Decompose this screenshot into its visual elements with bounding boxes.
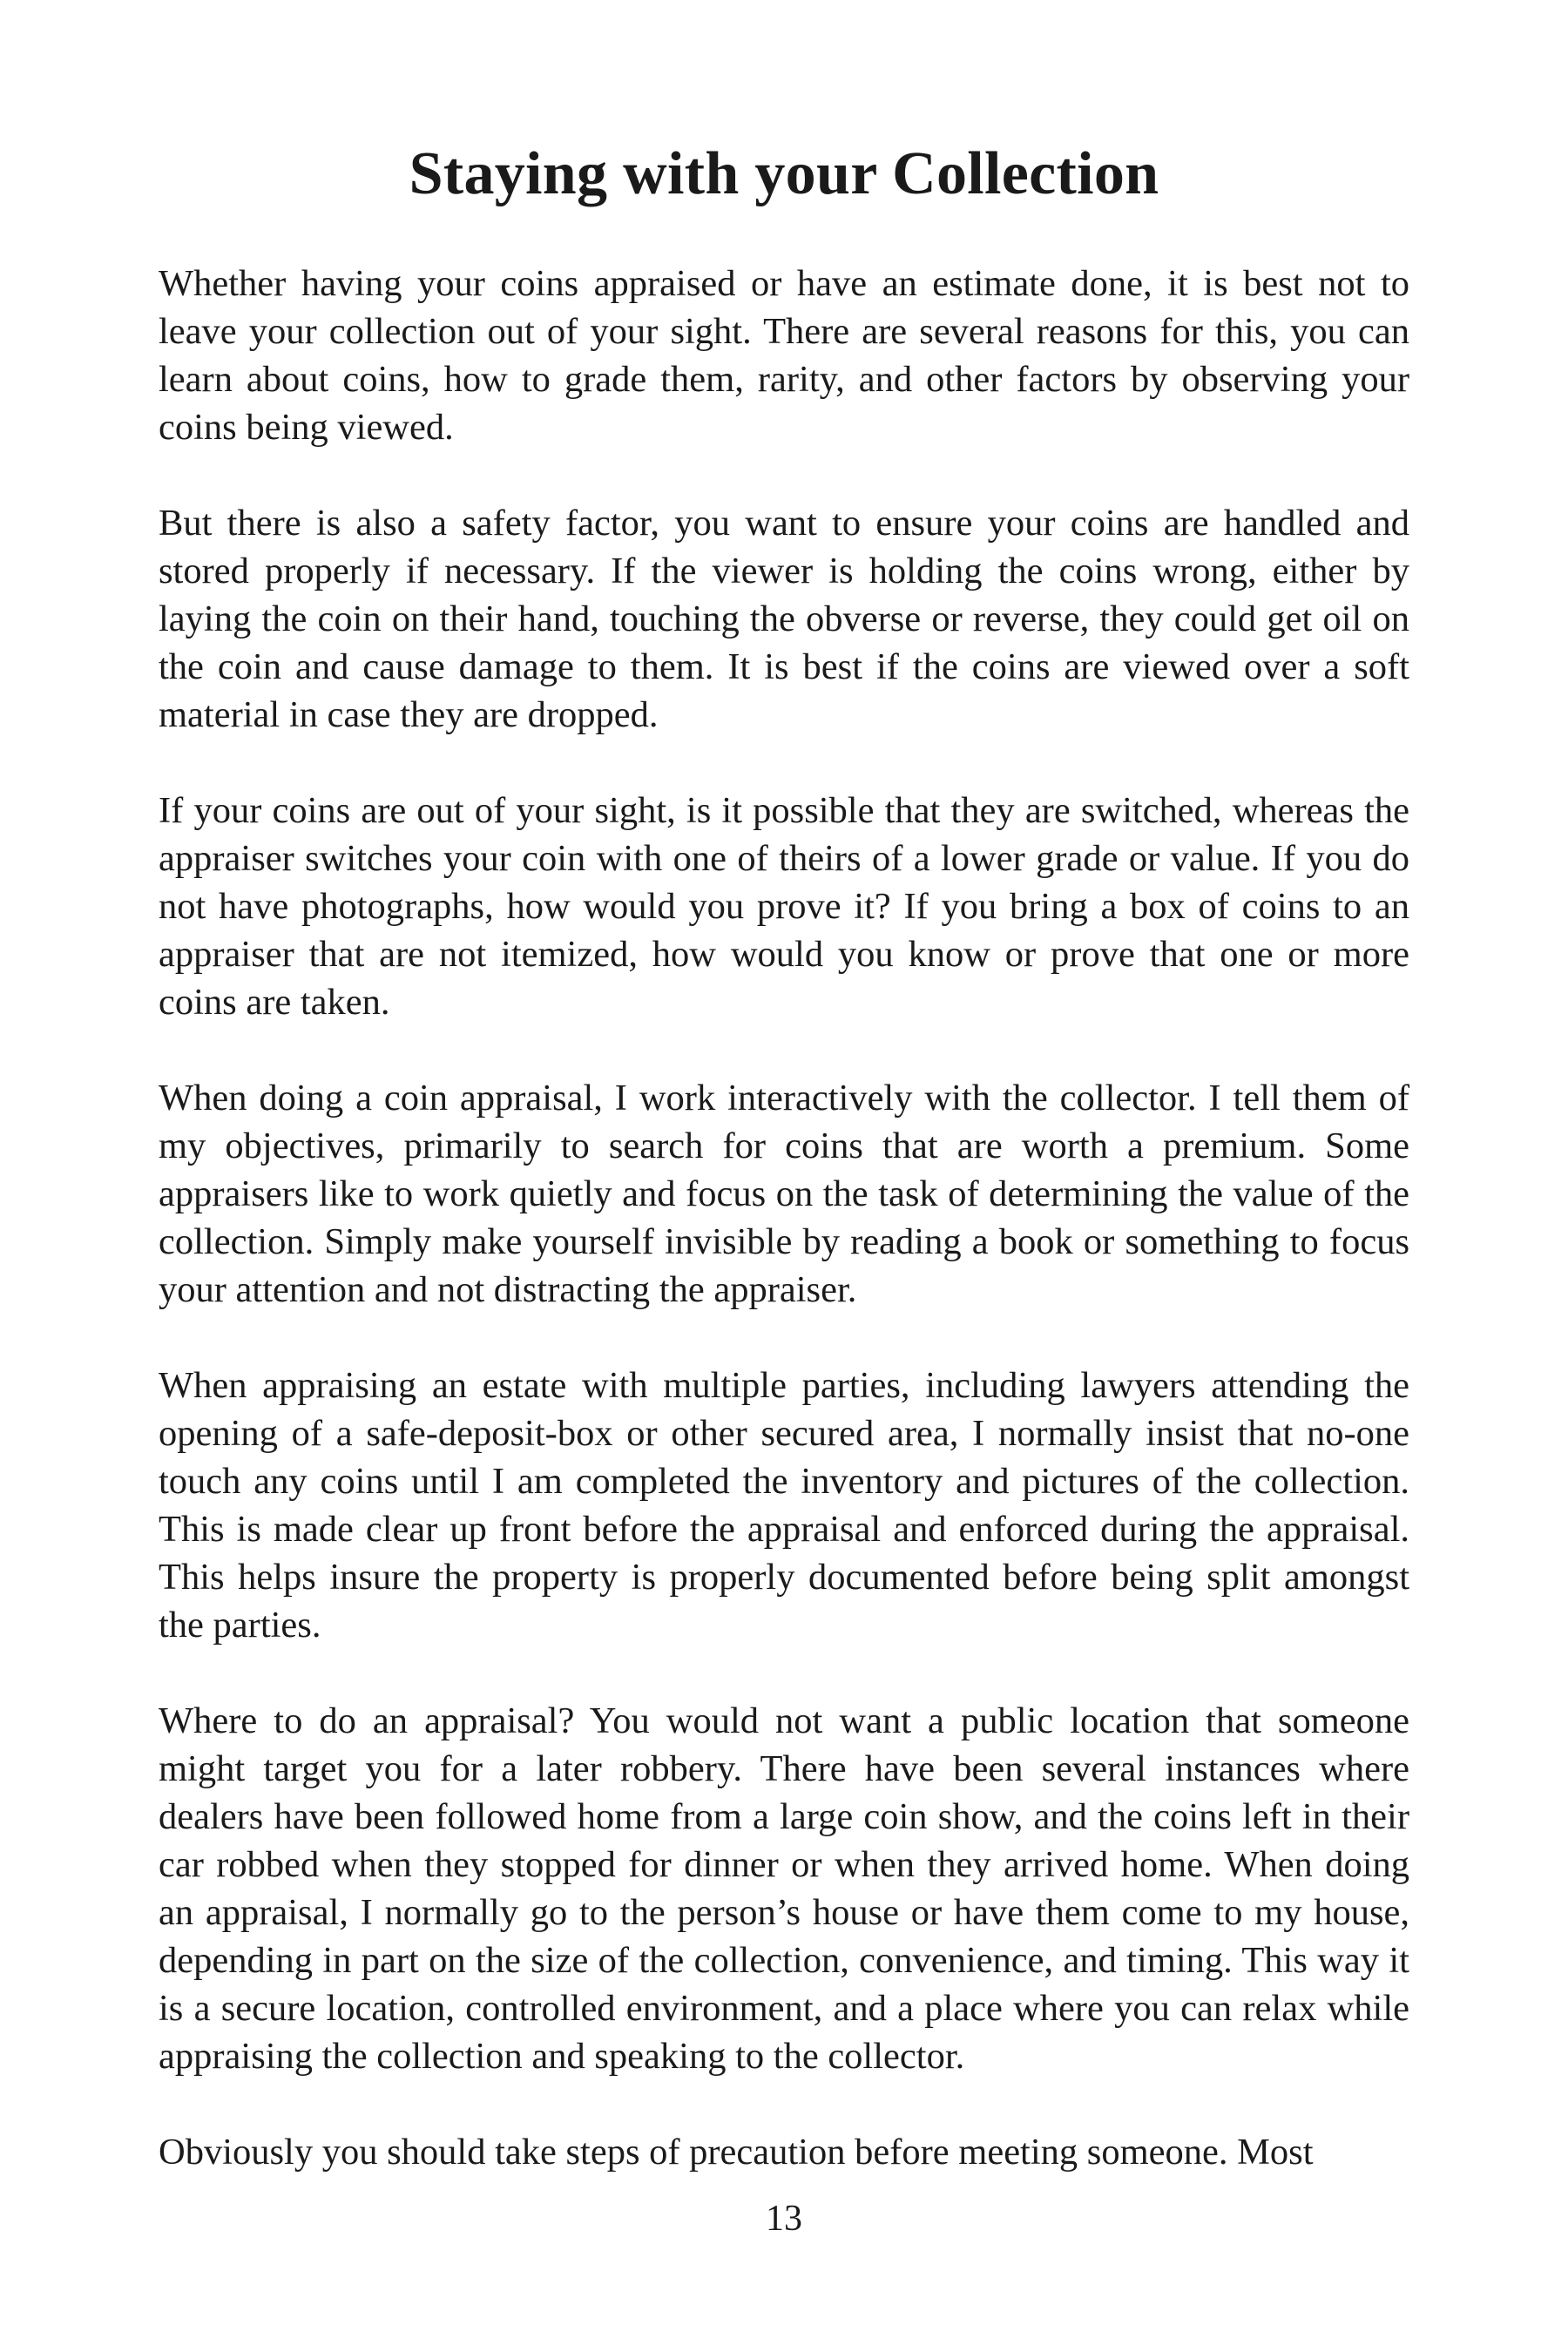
paragraph-6: Where to do an appraisal? You would not want a public location that someone might target you for a later robbery. There have been several instances where dealers have been followed home from a large coin show, and the coins left in their car robbed when they stopped for dinner or when they arrived home. When doing an appraisal, I normally go to the person’s house or have them come to my house, depending in part on the size of the collection, convenience, and timing. This way it is a secure location, controlled environment, and a place where you can relax while appraising the collection and speaking to the collector. xyxy=(159,1700,1409,2077)
paragraph-3: If your coins are out of your sight, is it possible that they are switched, whereas the appraiser switches your coin with one of theirs of a lower grade or value. If you do not have photographs, how would you prove it? If you bring a box of coins to an appraiser that are not itemized, how would you know or prove that one or more coins are taken. xyxy=(159,790,1409,1023)
paragraph-1: Whether having your coins appraised or have an estimate done, it is best not to leave your collection out of your sight. There are several reasons for this, you can learn about coins, how to grade them, rarity, and other factors by observing your coins being viewed. xyxy=(159,263,1409,448)
paragraph-2: But there is also a safety factor, you want to ensure your coins are handled and stored properly if necessary. If the viewer is holding the coins wrong, either by laying the coin on their hand, touching the obverse or reverse, they could get oil on the coin and cause damage to them. It is best if the coins are viewed over a soft material in case they are dropped. xyxy=(159,503,1409,735)
paragraph-5: When appraising an estate with multiple parties, including lawyers attending the opening of a safe-deposit-box or other secured area, I normally insist that no-one touch any coins until I am completed the inventory and pictures of the collection. This is made clear up front before the appraisal and enforced during the appraisal. This helps insure the property is properly documented before being split amongst the parties. xyxy=(159,1365,1409,1646)
page-body xyxy=(159,260,1409,2224)
paragraph-7: Obviously you should take steps of precaution before meeting someone. Most xyxy=(159,2132,1314,2173)
page-number: 13 xyxy=(766,2199,802,2239)
page-title: Staying with your Collection xyxy=(409,140,1159,207)
document-page xyxy=(159,0,1409,2352)
paragraph-4: When doing a coin appraisal, I work interactively with the collector. I tell them of my objectives, primarily to search for coins that are worth a premium. Some appraisers like to work quietly and focus on the task of determining the value of the collection. Simply make yourself invisible by reading a book or something to focus your attention and not distracting the appraiser. xyxy=(159,1078,1409,1310)
